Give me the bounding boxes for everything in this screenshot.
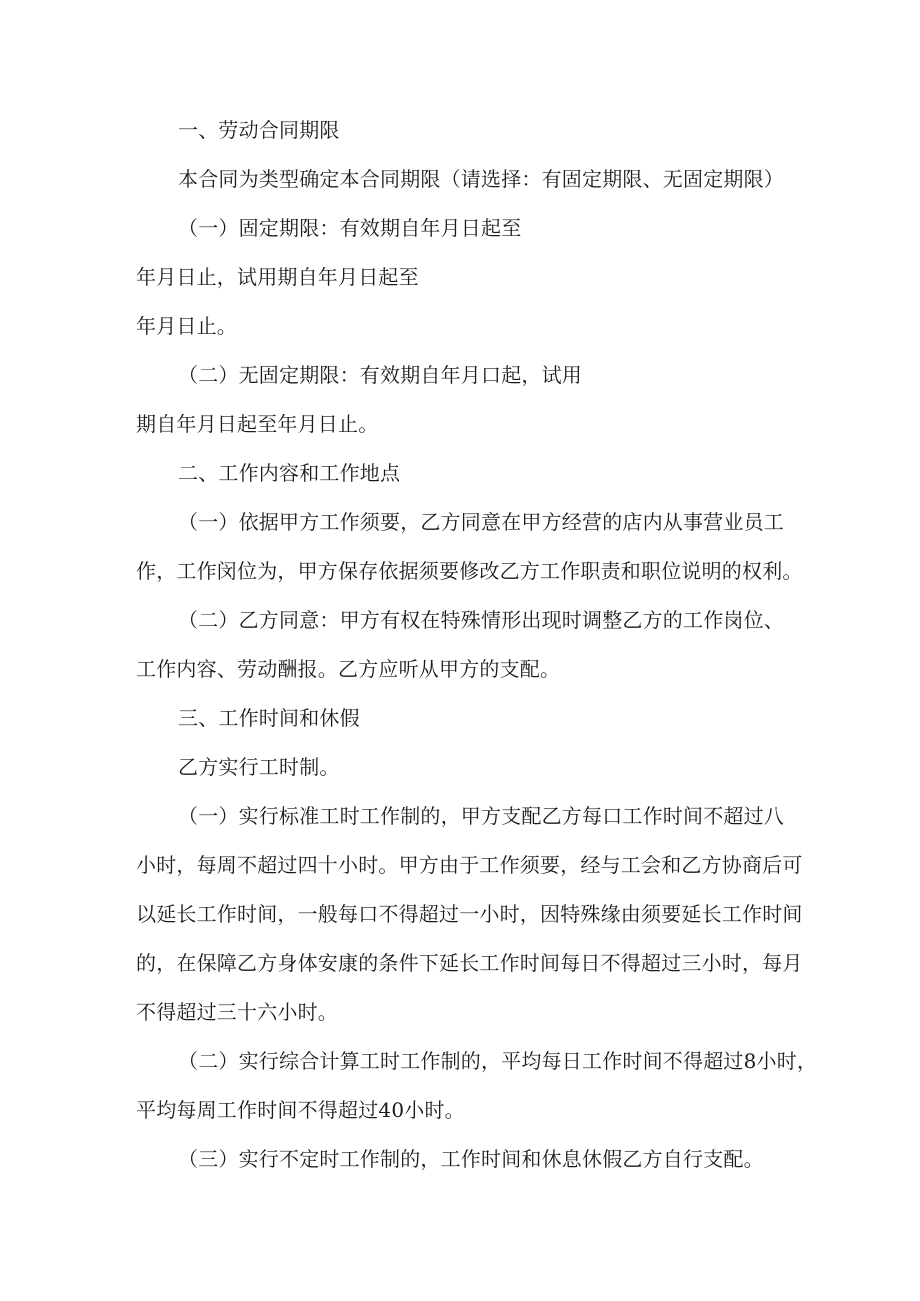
paragraph-line: 工作内容、劳动酬报。乙方应听从甲方的支配。: [136, 657, 561, 681]
paragraph-line: （三）实行不定时工作制的，工作时间和休息休假乙方自行支配。: [178, 1147, 764, 1171]
paragraph-line: 乙方实行工时制。: [178, 755, 340, 779]
paragraph-line: 作，工作闵位为，甲方保存依据须要修改乙方工作职责和职位说明的权利。: [136, 559, 803, 583]
paragraph-line: （二）乙方同意：甲方有权在特殊情形出现时调整乙方的工作岗位、: [178, 608, 784, 632]
paragraph-line: （一）固定期限：有效期自年月日起至: [178, 216, 522, 240]
paragraph-line: 的，在保障乙方身体安康的条件下延长工作时间每日不得超过三小时，每月: [136, 951, 803, 975]
paragraph-line: 本合同为类型确定本合同期限（请选择：有固定期限、无固定期限）: [178, 167, 784, 191]
paragraph-line: （二）无固定期限：有效期自年月口起，试用: [178, 363, 582, 387]
paragraph-line: 年月日止。: [136, 314, 237, 338]
paragraph-line: （一）依据甲方工作须要，乙方同意在甲方经营的店内从事营业员工: [178, 510, 784, 534]
section-heading-1: 一、劳动合同期限: [178, 118, 340, 142]
paragraph-line: 期自年月日起至年月日止。: [136, 412, 379, 436]
section-heading-3: 三、工作时间和休假: [178, 706, 360, 730]
paragraph-line: 小时，每周不超过四十小时。甲方由于工作须要，经与工会和乙方协商后可: [136, 853, 803, 877]
paragraph-line: 平均每周工作时间不得超过40小时。: [136, 1098, 465, 1122]
paragraph-line: （一）实行标准工时工作制的，甲方支配乙方每口工作时间不超过八: [178, 804, 784, 828]
paragraph-line: （二）实行综合计算工时工作制的，平均每日工作时间不得超过8小时，: [178, 1049, 818, 1073]
section-heading-2: 二、工作内容和工作地点: [178, 461, 401, 485]
paragraph-line: 不得超过三十六小时。: [136, 1000, 338, 1024]
paragraph-line: 年月日止，试用期自年月日起至: [136, 265, 419, 289]
paragraph-line: 以延长工作时间，一般每口不得超过一小时，因特殊缘由须要延长工作时间: [136, 902, 803, 926]
